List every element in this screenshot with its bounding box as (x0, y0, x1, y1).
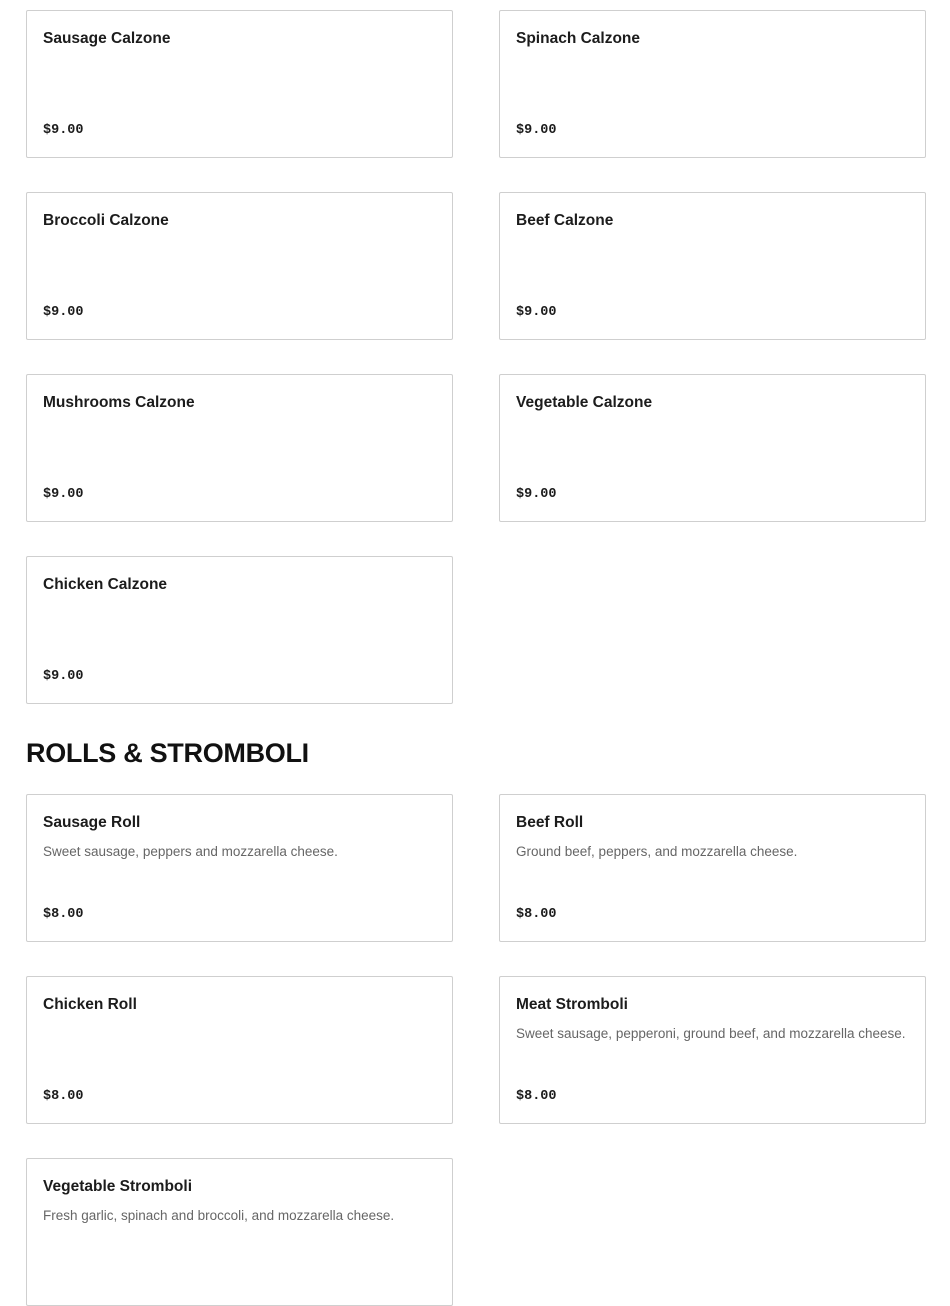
item-description: Fresh garlic, spinach and broccoli, and mozzarella cheese. (43, 1208, 395, 1223)
item-price: $9.00 (43, 669, 84, 684)
item-price: $8.00 (516, 907, 557, 922)
item-name: Meat Stromboli (516, 996, 628, 1013)
menu-item-card[interactable] (26, 10, 453, 158)
item-name: Chicken Calzone (43, 576, 168, 593)
menu-item-card[interactable] (499, 976, 926, 1124)
item-name: Vegetable Calzone (516, 394, 653, 411)
section-heading: ROLLS & STROMBOLI (26, 738, 309, 768)
item-name: Sausage Roll (43, 814, 141, 831)
menu-item-card[interactable] (26, 374, 453, 522)
menu-item-card[interactable] (26, 976, 453, 1124)
item-description: Sweet sausage, peppers and mozzarella cheese. (43, 844, 338, 859)
menu-item-card[interactable] (26, 556, 453, 704)
menu-item-card[interactable] (26, 794, 453, 942)
item-name: Mushrooms Calzone (43, 394, 195, 411)
item-name: Spinach Calzone (516, 30, 641, 47)
item-name: Broccoli Calzone (43, 212, 169, 229)
item-name: Beef Roll (516, 814, 584, 831)
item-price: $9.00 (43, 123, 84, 138)
item-price: $8.00 (43, 907, 84, 922)
item-name: Beef Calzone (516, 212, 614, 229)
item-description: Sweet sausage, pepperoni, ground beef, and mozzarella cheese. (516, 1026, 906, 1041)
item-name: Vegetable Stromboli (43, 1178, 193, 1195)
item-price: $9.00 (43, 487, 84, 502)
item-description: Ground beef, peppers, and mozzarella cheese. (516, 844, 798, 859)
item-name: Sausage Calzone (43, 30, 171, 47)
item-price: $9.00 (43, 305, 84, 320)
menu-item-card[interactable] (499, 794, 926, 942)
menu-item-card[interactable] (499, 192, 926, 340)
menu-item-card[interactable] (26, 1158, 453, 1306)
menu-item-card[interactable] (499, 10, 926, 158)
item-price: $9.00 (516, 487, 557, 502)
item-price: $8.00 (516, 1089, 557, 1104)
item-name: Chicken Roll (43, 996, 137, 1013)
item-price: $9.00 (516, 305, 557, 320)
menu-item-card[interactable] (26, 192, 453, 340)
menu-item-card[interactable] (499, 374, 926, 522)
item-price: $9.00 (516, 123, 557, 138)
item-price: $8.00 (43, 1089, 84, 1104)
